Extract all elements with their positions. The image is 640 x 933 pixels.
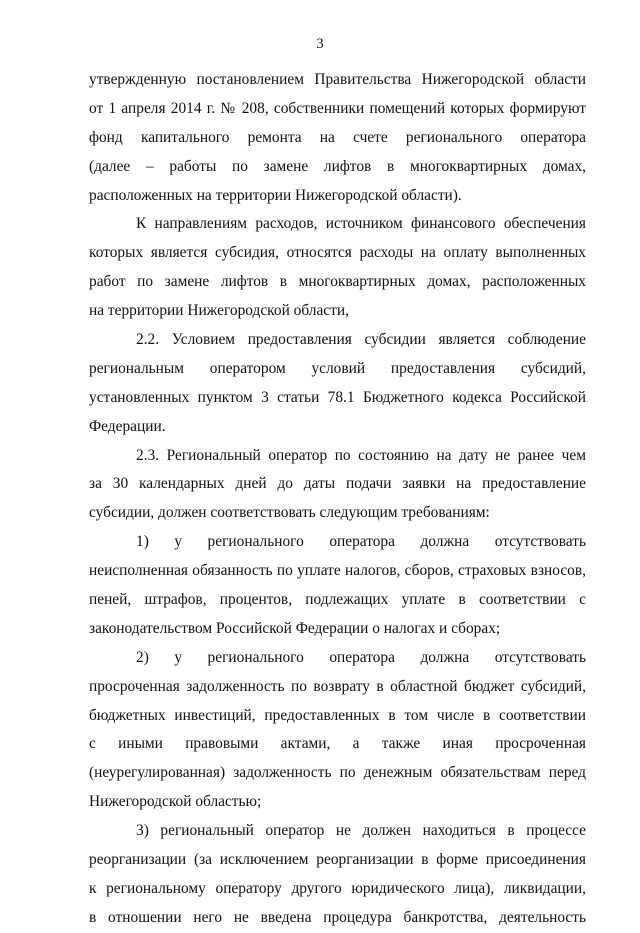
text-line: Нижегородской областью; — [89, 793, 262, 811]
text-line: утвержденную постановлением Правительства Нижегородской области — [89, 71, 586, 88]
text-line: 2.3. Региональный оператор по состоянию на дату не ранее чем — [136, 446, 586, 464]
text-line: от 1 апреля 2014 г. № 208, собственники помещений которых формируют — [89, 99, 586, 117]
text-line: К направлениям расходов, источником финансового обеспечения — [136, 215, 586, 233]
text-line: 2.2. Условием предоставления субсидии является соблюдение — [136, 331, 586, 349]
text-line: установленных пунктом 3 статьи 78.1 Бюджетного кодекса Российской — [89, 388, 586, 406]
text-line: региональным оператором условий предоставления субсидий, — [89, 359, 586, 377]
text-line: (неурегулированная) задолженность по денежным обязательствам перед — [89, 764, 586, 782]
text-line: 2) у регионального оператора должна отсутствовать — [136, 648, 586, 666]
document-body — [89, 66, 586, 933]
text-line: фонд капитального ремонта на счете регионального оператора — [89, 128, 586, 146]
text-line: которых является субсидия, относятся расходы на оплату выполненных — [89, 244, 586, 262]
text-line: законодательством Российской Федерации о налогах и сборах; — [89, 619, 501, 637]
text-line: бюджетных инвестиций, предоставленных в том числе в соответствии — [89, 706, 586, 724]
text-line: неисполненная обязанность по уплате налогов, сборов, страховых взносов, — [89, 562, 586, 580]
text-line: к региональному оператору другого юридического лица), ликвидации, — [89, 879, 586, 897]
text-line: работ по замене лифтов в многоквартирных домах, расположенных — [89, 273, 586, 291]
text-line: 1) у регионального оператора должна отсутствовать — [136, 533, 586, 551]
text-line: пеней, штрафов, процентов, подлежащих уплате в соответствии с — [89, 591, 586, 609]
text-line: 3) региональный оператор не должен находиться в процессе — [136, 822, 586, 840]
page-number: 3 — [316, 36, 324, 52]
text-line: субсидии, должен соответствовать следующим требованиям: — [89, 504, 490, 522]
text-line: расположенных на территории Нижегородской области). — [89, 186, 462, 204]
text-line: просроченная задолженность по возврату в областной бюджет субсидий, — [89, 677, 586, 695]
text-line: (далее – работы по замене лифтов в многоквартирных домах, — [89, 157, 586, 175]
text-line: Федерации. — [89, 417, 166, 435]
text-line: за 30 календарных дней до даты подачи заявки на предоставление — [89, 475, 586, 493]
text-line: с иными правовыми актами, а также иная просроченная — [89, 735, 586, 753]
text-line: в отношении него не введена процедура банкротства, деятельность — [89, 908, 586, 926]
text-line: на территории Нижегородской области, — [89, 302, 349, 320]
text-line: реорганизации (за исключением реорганизации в форме присоединения — [89, 851, 586, 869]
